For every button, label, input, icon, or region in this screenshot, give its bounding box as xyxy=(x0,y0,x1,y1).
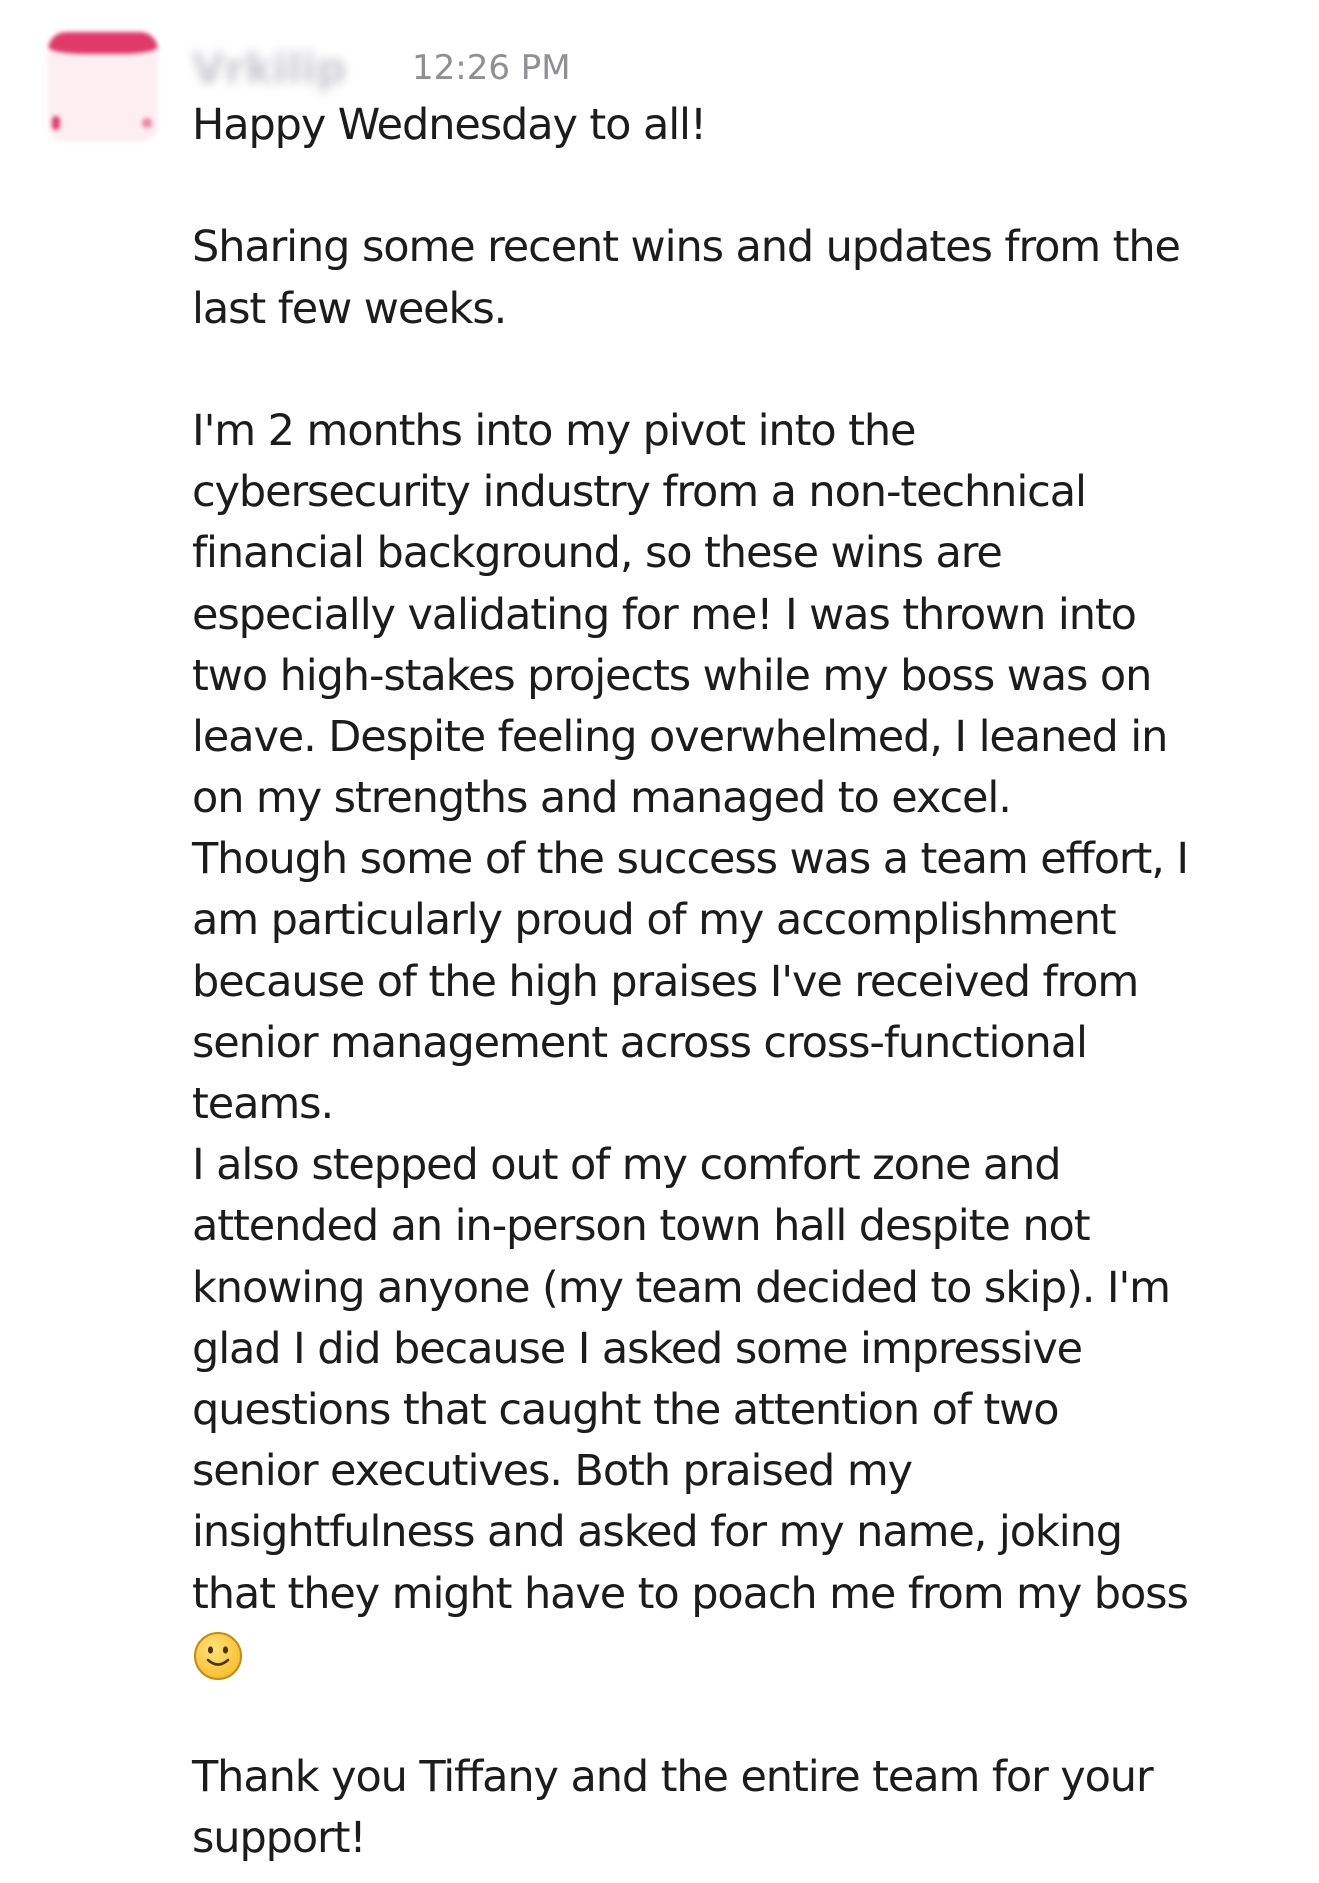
message-line: I also stepped out of my comfort zone and xyxy=(192,1140,1061,1191)
message-line: teams. xyxy=(192,1079,334,1129)
message-line: that they might have to poach me from my boss xyxy=(192,1568,1188,1619)
message-line: questions that caught the attention of two xyxy=(192,1384,1059,1435)
message-line: attended an in-person town hall despite not xyxy=(192,1201,1090,1252)
message-line: on my strengths and managed to excel. xyxy=(192,773,1011,824)
message-line: Happy Wednesday to all! xyxy=(192,100,707,150)
message-line: Though some of the success was a team effort, I xyxy=(192,834,1188,885)
message-body xyxy=(192,95,1272,1869)
blank-line xyxy=(192,340,1272,401)
message-line: Sharing some recent wins and updates from the xyxy=(192,222,1180,273)
sender-name[interactable]: Vrkilip xyxy=(192,43,347,93)
message-line: insightfulness and asked for my name, joking xyxy=(192,1507,1122,1558)
message-line: support! xyxy=(192,1813,366,1864)
message-line: leave. Despite feeling overwhelmed, I leaned in xyxy=(192,711,1168,762)
message-line: Thank you Tiffany and the entire team for your xyxy=(192,1752,1153,1803)
message-line: last few weeks. xyxy=(192,283,507,334)
message-line: two high-stakes projects while my boss was on xyxy=(192,650,1152,701)
avatar[interactable] xyxy=(48,32,158,142)
message-line: because of the high praises I've received from xyxy=(192,956,1139,1007)
message-header xyxy=(192,38,571,98)
message-line: senior executives. Both praised my xyxy=(192,1446,912,1497)
avatar-fleck xyxy=(142,118,152,128)
message-line: knowing anyone (my team decided to skip). I'm xyxy=(192,1262,1170,1313)
emoji-line xyxy=(192,1625,1272,1686)
slightly-smiling-face-icon[interactable] xyxy=(193,1631,243,1681)
message-line: senior management across cross-functional xyxy=(192,1017,1087,1068)
message-line: I'm 2 months into my pivot into the xyxy=(192,405,916,456)
avatar-fleck xyxy=(52,116,60,130)
avatar-stripe xyxy=(48,32,158,54)
message-line: cybersecurity industry from a non-technical xyxy=(192,467,1086,518)
message-line: glad I did because I asked some impressive xyxy=(192,1323,1083,1374)
message-line: financial background, so these wins are xyxy=(192,528,1002,579)
blank-line xyxy=(192,156,1272,217)
message-line: especially validating for me! I was thrown into xyxy=(192,589,1136,640)
message-line: am particularly proud of my accomplishment xyxy=(192,895,1116,946)
blank-line xyxy=(192,1686,1272,1747)
message-timestamp[interactable]: 12:26 PM xyxy=(412,48,571,88)
